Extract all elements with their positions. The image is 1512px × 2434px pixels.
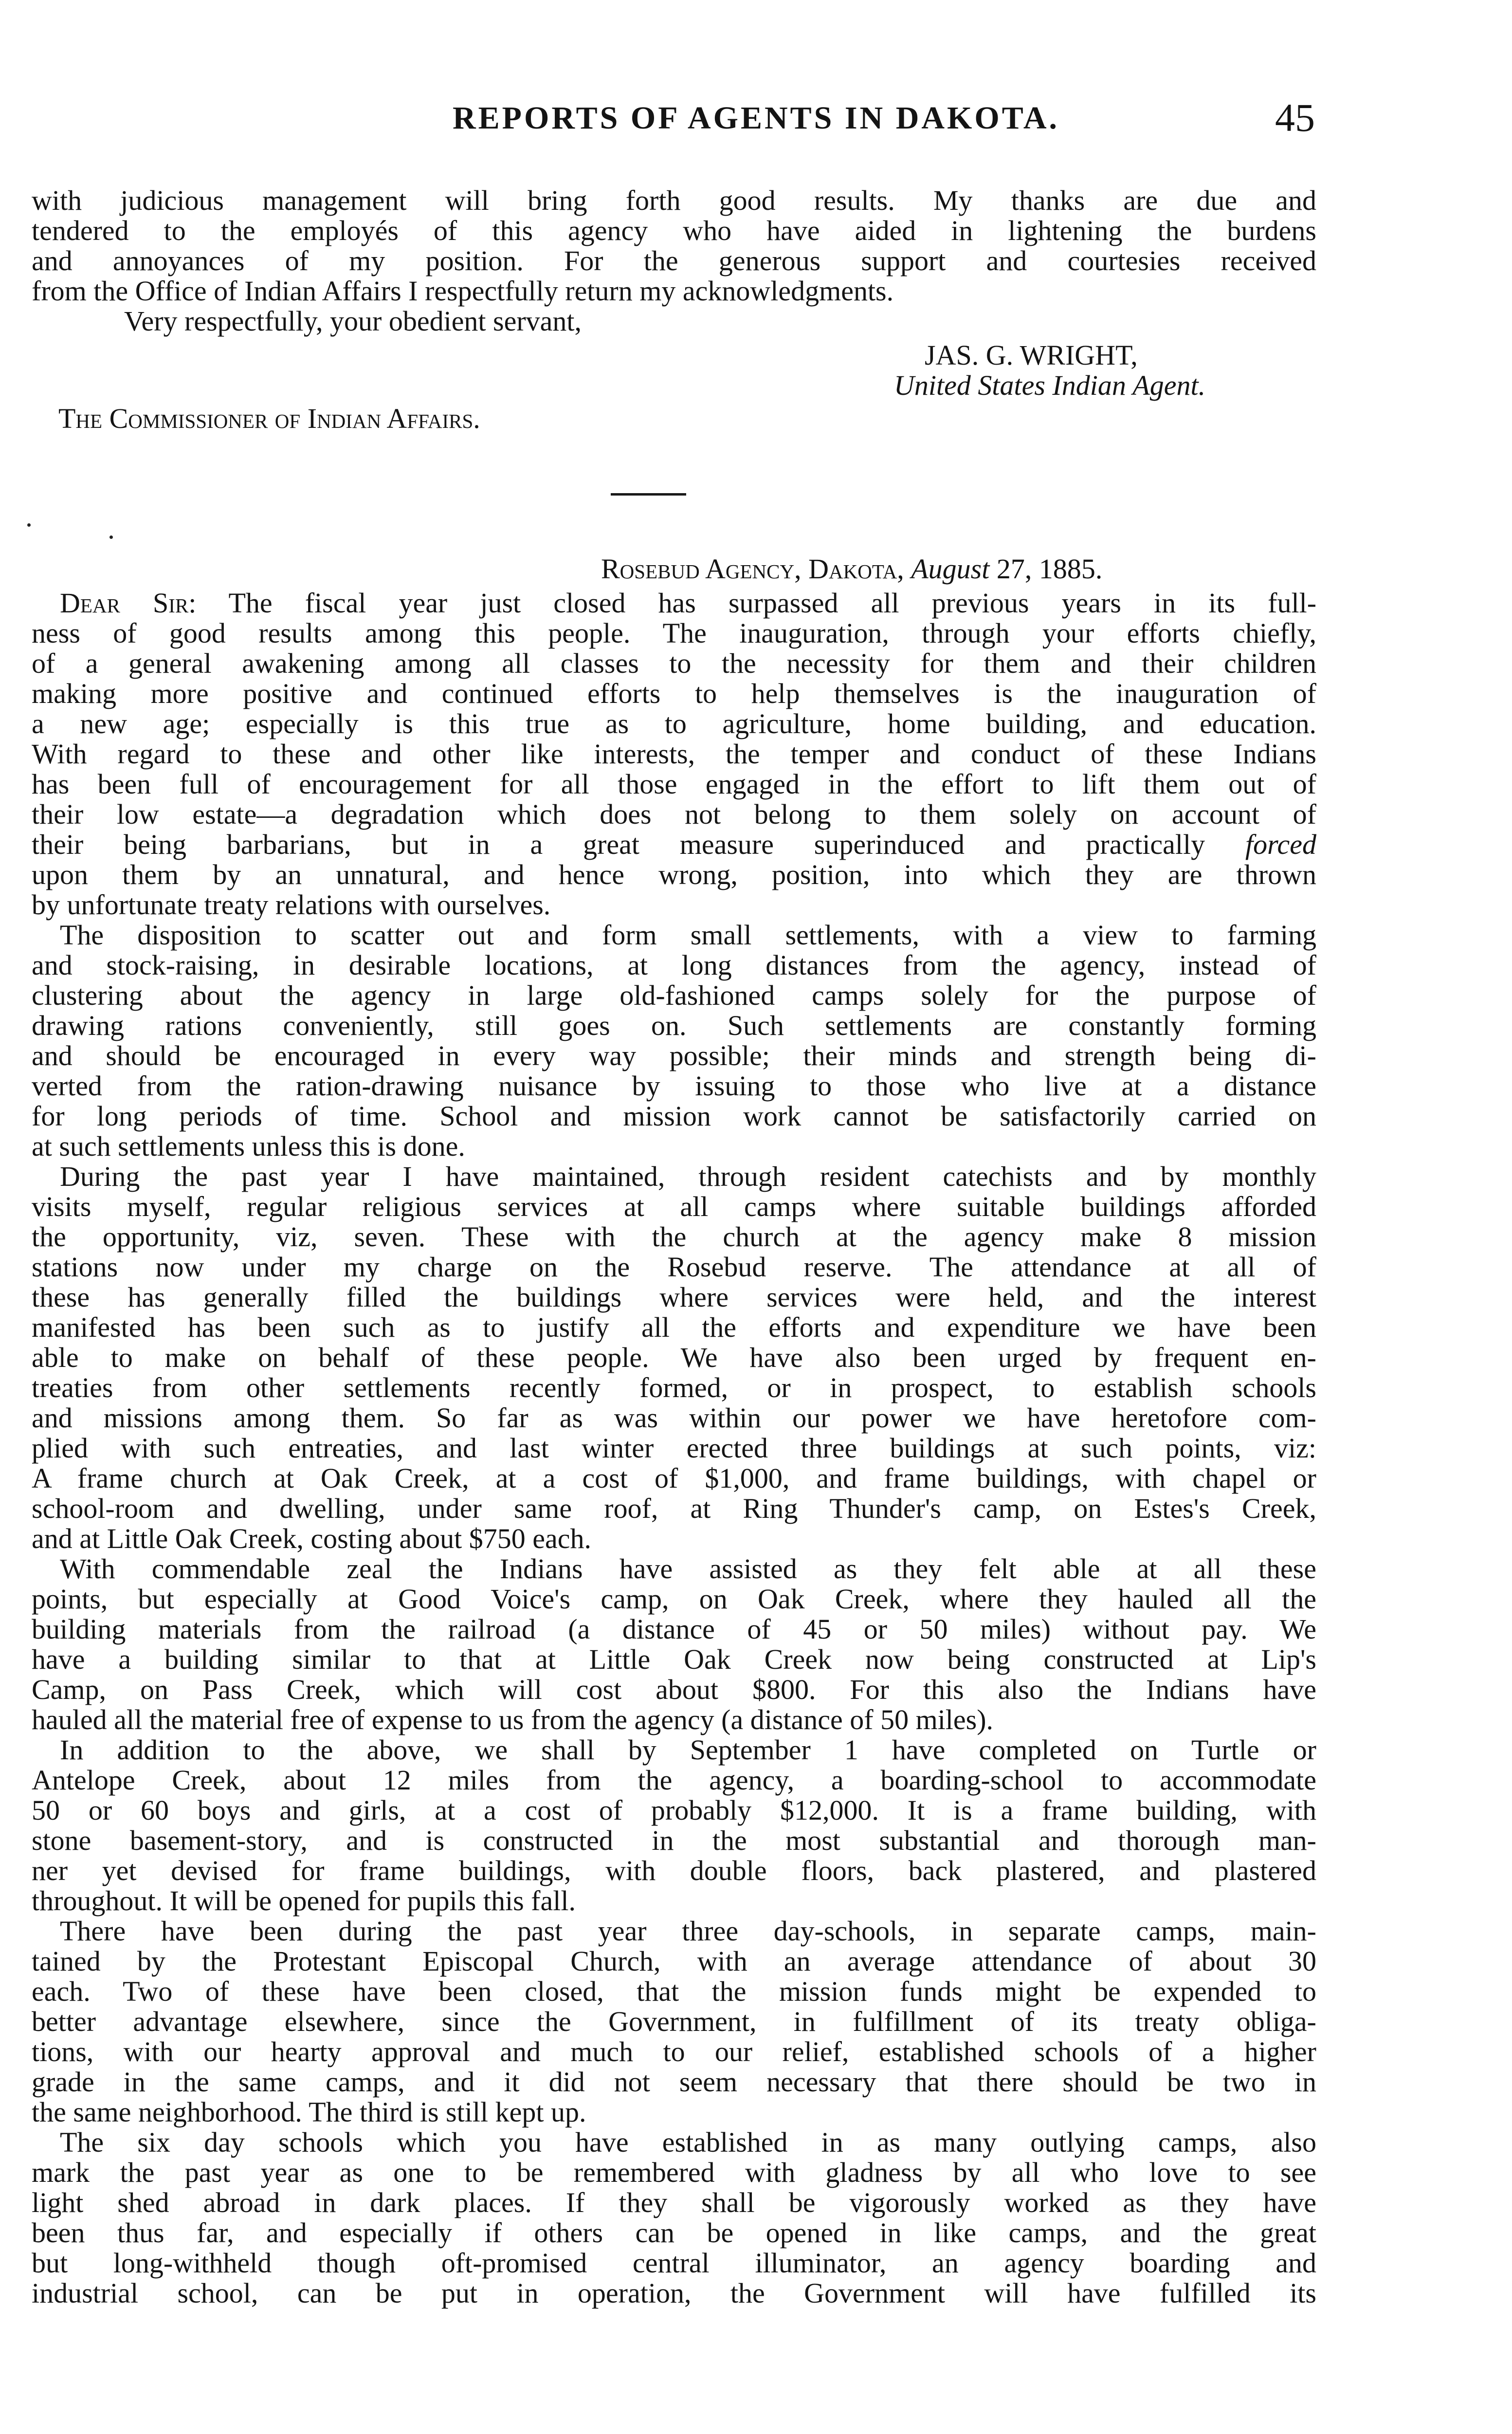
text-line: stone basement-story, and is constructed in the most substantial and thorough man- <box>32 1825 1316 1856</box>
text-line: tions, with our hearty approval and much to our relief, established schools of a higher <box>32 2036 1316 2067</box>
text-line: ner yet devised for frame buildings, with double floors, back plastered, and plastered <box>32 1855 1316 1886</box>
text-line: and missions among them. So far as was within our power we have heretofore com- <box>32 1402 1316 1434</box>
text-line: a new age; especially is this true as to agriculture, home building, and education. <box>32 708 1316 739</box>
text-line: treaties from other settlements recently formed, or in prospect, to establish schools <box>32 1372 1316 1403</box>
text-line: mark the past year as one to be remembered with gladness by all who love to see <box>32 2157 1316 2188</box>
running-head-title: REPORTS OF AGENTS IN DAKOTA. <box>452 100 1059 136</box>
text-line: better advantage elsewhere, since the Government, in fulfillment of its treaty obliga- <box>32 2006 1316 2037</box>
addressee: The Commissioner of Indian Affairs. <box>58 403 480 434</box>
line-text: their being barbarians, but in a great measure superinduced and practically <box>32 829 1205 860</box>
print-speck <box>109 535 113 539</box>
running-head <box>0 95 1512 148</box>
text-line: and stock-raising, in desirable locations, at long distances from the agency, instead of <box>32 949 1316 981</box>
text-line: from the Office of Indian Affairs I respectfully return my acknowledgments. <box>32 275 894 307</box>
dateline-month: August <box>911 553 990 585</box>
text-line: hauled all the material free of expense to us from the agency (a distance of 50 miles). <box>32 1704 994 1735</box>
italic-word: forced <box>1245 829 1316 860</box>
text-line: The six day schools which you have established in as many outlying camps, also <box>60 2126 1316 2158</box>
text-line: Antelope Creek, about 12 miles from the agency, a boarding-school to accommodate <box>32 1764 1316 1796</box>
text-line: by unfortunate treaty relations with ourselves. <box>32 889 551 921</box>
text-line: and at Little Oak Creek, costing about $750 each. <box>32 1523 591 1554</box>
text-line: There have been during the past year three day-schools, in separate camps, main- <box>60 1915 1316 1947</box>
text-line: been thus far, and especially if others can be opened in like camps, and the great <box>32 2217 1316 2249</box>
text-line: making more positive and continued efforts to help themselves is the inauguration of <box>32 678 1316 709</box>
text-line: Camp, on Pass Creek, which will cost about $800. For this also the Indians have <box>32 1674 1316 1705</box>
text-line: drawing rations conveniently, still goes on. Such settlements are constantly forming <box>32 1010 1316 1041</box>
text-line: During the past year I have maintained, through resident catechists and by monthly <box>60 1161 1316 1192</box>
text-line: In addition to the above, we shall by September 1 have completed on Turtle or <box>60 1734 1316 1766</box>
paragraph-opening: The fiscal year just closed has surpassed all previous years in its full- <box>228 587 1317 619</box>
text-line: at such settlements unless this is done. <box>32 1130 465 1162</box>
text-line: verted from the ration-drawing nuisance by issuing to those who live at a distance <box>32 1070 1316 1102</box>
text-line: With commendable zeal the Indians have assisted as they felt able at all these <box>60 1553 1316 1585</box>
text-line: points, but especially at Good Voice's camp, on Oak Creek, where they hauled all the <box>32 1583 1316 1615</box>
text-line: light shed abroad in dark places. If they shall be vigorously worked as they have <box>32 2187 1316 2218</box>
text-line: The disposition to scatter out and form small settlements, with a view to farming <box>60 919 1316 951</box>
text-line: grade in the same camps, and it did not seem necessary that there should be two in <box>32 2066 1316 2098</box>
text-line: the same neighborhood. The third is still kept up. <box>32 2096 586 2128</box>
text-line: clustering about the agency in large old-fashioned camps solely for the purpose of <box>32 979 1316 1011</box>
text-line <box>32 829 1316 860</box>
text-line: each. Two of these have been closed, that the mission funds might be expended to <box>32 1975 1316 2007</box>
text-line: with judicious management will bring forth good results. My thanks are due and <box>32 184 1316 216</box>
print-speck <box>27 523 31 527</box>
text-line: A frame church at Oak Creek, at a cost of $1,000, and frame buildings, with chapel or <box>32 1462 1316 1494</box>
text-line: ness of good results among this people. The inauguration, through your efforts chiefly, <box>32 617 1316 649</box>
text-line: these has generally filled the buildings where services were held, and the interest <box>32 1281 1316 1313</box>
text-line: but long-withheld though oft-promised central illuminator, an agency boarding and <box>32 2247 1316 2279</box>
signer-title: United States Indian Agent. <box>894 369 1206 401</box>
text-line: industrial school, can be put in operation, the Government will have fulfilled its <box>32 2277 1316 2309</box>
text-line: upon them by an unnatural, and hence wrong, position, into which they are thrown <box>32 859 1316 890</box>
text-line: With regard to these and other like interests, the temper and conduct of these Indians <box>32 738 1316 770</box>
text-line: the opportunity, viz, seven. These with the church at the agency make 8 mission <box>32 1221 1316 1253</box>
text-line: their low estate—a degradation which does not belong to them solely on account of <box>32 798 1316 830</box>
dateline-day-year: 27, 1885. <box>996 553 1103 585</box>
text-line: able to make on behalf of these people. We have also been urged by frequent en- <box>32 1342 1316 1373</box>
text-line: building materials from the railroad (a distance of 45 or 50 miles) without pay. We <box>32 1613 1316 1645</box>
signer-name: JAS. G. WRIGHT, <box>925 339 1138 371</box>
text-line: tendered to the employés of this agency who have aided in lightening the burdens <box>32 215 1316 246</box>
text-line: manifested has been such as to justify all the efforts and expenditure we have been <box>32 1311 1316 1343</box>
text-line <box>32 588 1316 619</box>
page-number: 45 <box>1275 95 1315 140</box>
text-line: 50 or 60 boys and girls, at a cost of probably $12,000. It is a frame building, with <box>32 1794 1316 1826</box>
text-line: for long periods of time. School and mission work cannot be satisfactorily carried on <box>32 1100 1316 1132</box>
section-separator <box>611 493 686 496</box>
text-line: school-room and dwelling, under same roof, at Ring Thunder's camp, on Estes's Creek, <box>32 1493 1316 1524</box>
text-line: stations now under my charge on the Rosebud reserve. The attendance at all of <box>32 1251 1316 1283</box>
text-line: of a general awakening among all classes to the necessity for them and their children <box>32 647 1316 679</box>
text-line: have a building similar to that at Little Oak Creek now being constructed at Lip's <box>32 1643 1316 1675</box>
text-line: and should be encouraged in every way possible; their minds and strength being di- <box>32 1040 1316 1071</box>
dateline-place: Rosebud Agency, Dakota, <box>601 553 904 585</box>
dateline <box>32 553 1316 585</box>
text-line: visits myself, regular religious services at all camps where suitable buildings afforded <box>32 1191 1316 1222</box>
text-line: plied with such entreaties, and last winter erected three buildings at such points, viz: <box>32 1432 1316 1464</box>
text-line: throughout. It will be opened for pupils this fall. <box>32 1885 576 1917</box>
valediction: Very respectfully, your obedient servant, <box>124 305 582 337</box>
text-line: has been full of encouragement for all those engaged in the effort to lift them out of <box>32 768 1316 800</box>
salutation: Dear Sir: <box>60 587 197 619</box>
text-line: tained by the Protestant Episcopal Church, with an average attendance of about 30 <box>32 1945 1316 1977</box>
text-line: and annoyances of my position. For the generous support and courtesies received <box>32 245 1316 277</box>
